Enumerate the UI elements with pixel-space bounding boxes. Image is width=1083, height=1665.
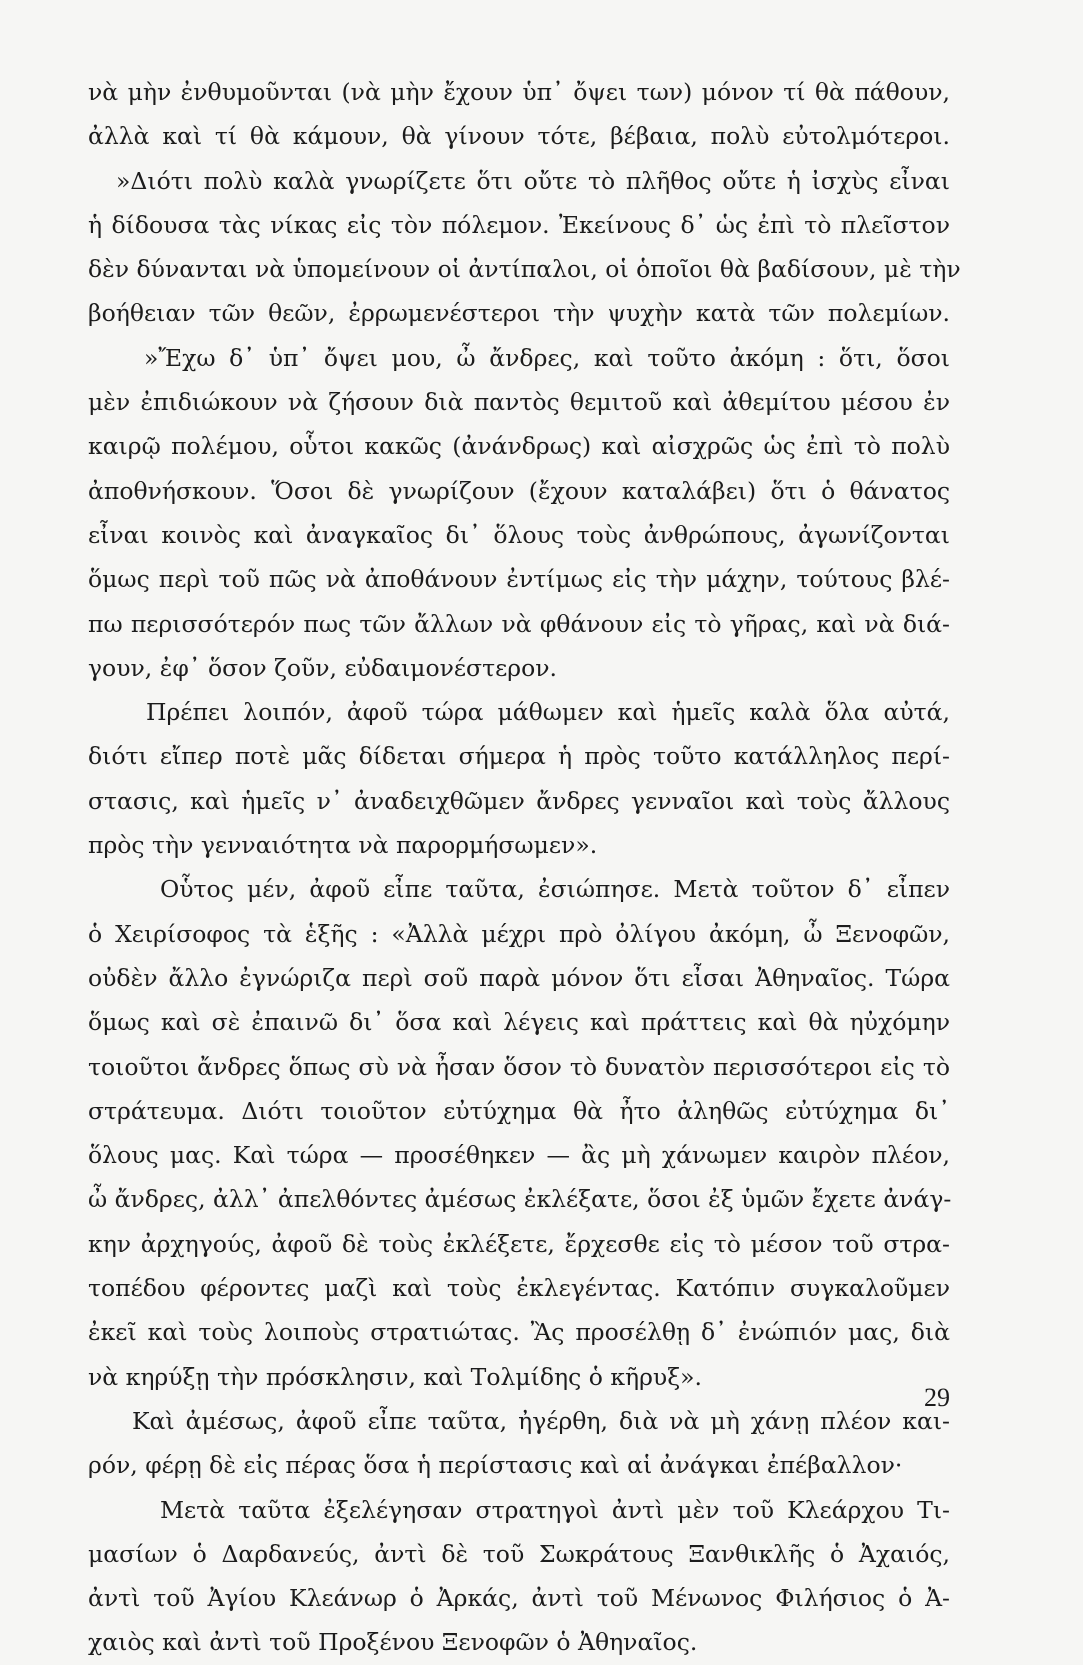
text-line: Πρέπει λοιπόν, ἀφοῦ τώρα μάθωμεν καὶ ἡμεῖς καλὰ ὅλα αὐτά, [146,698,950,727]
text-line: καιρῷ πολέμου, οὗτοι κακῶς (ἀνάνδρως) καὶ αἰσχρῶς ὡς ἐπὶ τὸ πολὺ [88,432,950,461]
text-line: βοήθειαν τῶν θεῶν, ἐρρωμενέστεροι τὴν ψυχὴν κατὰ τῶν πολεμίων. [88,299,950,328]
text-line: Μετὰ ταῦτα ἐξελέγησαν στρατηγοὶ ἀντὶ μὲν τοῦ Κλεάρχου Τι- [160,1495,950,1524]
text-line: ἀλλὰ καὶ τί θὰ κάμουν, θὰ γίνουν τότε, βέβαια, πολὺ εὐτολμότεροι. [88,122,950,151]
text-line: »Διότι πολὺ καλὰ γνωρίζετε ὅτι οὔτε τὸ πλῆθος οὔτε ἡ ἰσχὺς εἶναι [116,166,950,195]
text-line: ὅλους μας. Καὶ τώρα — προσέθηκεν — ἂς μὴ χάνωμεν καιρὸν πλέον, [88,1141,950,1170]
text-line: »Ἔχω δ᾿ ὑπ᾿ ὄψει μου, ὦ ἄνδρες, καὶ τοῦτο ἀκόμη : ὅτι, ὅσοι [144,343,950,372]
text-line: γουν, ἐφ᾿ ὅσον ζοῦν, εὐδαιμονέστερον. [88,653,557,682]
text-line: ὁ Χειρίσοφος τὰ ἑξῆς : «Ἀλλὰ μέχρι πρὸ ὀλίγου ἀκόμη, ὦ Ξενοφῶν, [88,919,950,948]
text-line: οὐδὲν ἄλλο ἐγνώριζα περὶ σοῦ παρὰ μόνον ὅτι εἶσαι Ἀθηναῖος. Τώρα [88,963,950,992]
text-line: πω περισσότερόν πως τῶν ἄλλων νὰ φθάνουν εἰς τὸ γῆρας, καὶ νὰ διά- [88,609,950,638]
text-line: δὲν δύνανται νὰ ὑπομείνουν οἱ ἀντίπαλοι, οἱ ὁποῖοι θὰ βαδίσουν, μὲ τὴν [88,255,961,284]
text-line: ὦ ἄνδρες, ἀλλ᾿ ἀπελθόντες ἀμέσως ἐκλέξατε, ὅσοι ἐξ ὑμῶν ἔχετε ἀνάγ- [88,1185,952,1214]
page-number: 29 [924,1383,950,1412]
text-line: νὰ κηρύξῃ τὴν πρόσκλησιν, καὶ Τολμίδης ὁ κῆρυξ». [88,1362,702,1391]
text-line: ὅμως περὶ τοῦ πῶς νὰ ἀποθάνουν ἐντίμως εἰς τὴν μάχην, τούτους βλέ- [88,565,950,594]
text-line: τοπέδου φέροντες μαζὶ καὶ τοὺς ἐκλεγέντας. Κατόπιν συγκαλοῦμεν [88,1274,950,1303]
text-line: διότι εἴπερ ποτὲ μᾶς δίδεται σήμερα ἡ πρὸς τοῦτο κατάλληλος περί- [88,742,950,771]
text-line: χαιὸς καὶ ἀντὶ τοῦ Προξένου Ξενοφῶν ὁ Ἀθηναῖος. [88,1628,698,1657]
text-line: ἡ δίδουσα τὰς νίκας εἰς τὸν πόλεμον. Ἐκείνους δ᾿ ὡς ἐπὶ τὸ πλεῖστον [88,210,950,239]
text-line: στασις, καὶ ἡμεῖς ν᾿ ἀναδειχθῶμεν ἄνδρες γενναῖοι καὶ τοὺς ἄλλους [88,786,950,815]
text-line: πρὸς τὴν γενναιότητα νὰ παρορμήσωμεν». [88,831,598,860]
text-line: τοιοῦτοι ἄνδρες ὅπως σὺ νὰ ἦσαν ὅσον τὸ δυνατὸν περισσότεροι εἰς τὸ [88,1052,950,1081]
text-line: κην ἀρχηγούς, ἀφοῦ δὲ τοὺς ἐκλέξετε, ἔρχεσθε εἰς τὸ μέσον τοῦ στρα- [88,1229,950,1258]
text-line: ρόν, φέρῃ δὲ εἰς πέρας ὅσα ἡ περίστασις καὶ αἱ ἀνάγκαι ἐπέβαλλον· [88,1451,903,1480]
text-line: νὰ μὴν ἐνθυμοῦνται (νὰ μὴν ἔχουν ὑπ᾿ ὄψει των) μόνον τί θὰ πάθουν, [88,78,950,106]
text-line: μασίων ὁ Δαρδανεύς, ἀντὶ δὲ τοῦ Σωκράτους Ξανθικλῆς ὁ Ἀχαιός, [88,1539,950,1568]
text-line: ἀντὶ τοῦ Ἀγίου Κλεάνωρ ὁ Ἀρκάς, ἀντὶ τοῦ Μένωνος Φιλήσιος ὁ Ἀ- [88,1584,950,1613]
text-line: ἐκεῖ καὶ τοὺς λοιποὺς στρατιώτας. Ἂς προσέλθῃ δ᾿ ἐνώπιόν μας, διὰ [88,1318,950,1347]
text-line: Καὶ ἀμέσως, ἀφοῦ εἶπε ταῦτα, ἠγέρθη, διὰ νὰ μὴ χάνῃ πλέον και- [132,1406,950,1435]
text-line: στράτευμα. Διότι τοιοῦτον εὐτύχημα θὰ ἦτο ἀληθῶς εὐτύχημα δι᾿ [88,1096,950,1125]
body-text [88,70,961,1665]
text-line: Οὗτος μέν, ἀφοῦ εἶπε ταῦτα, ἐσιώπησε. Μετὰ τοῦτον δ᾿ εἶπεν [160,875,950,904]
text-line: εἶναι κοινὸς καὶ ἀναγκαῖος δι᾿ ὅλους τοὺς ἀνθρώπους, ἀγωνίζονται [88,520,950,549]
text-line: ἀποθνήσκουν. Ὅσοι δὲ γνωρίζουν (ἔχουν καταλάβει) ὅτι ὁ θάνατος [88,476,950,505]
text-line: μὲν ἐπιδιώκουν νὰ ζήσουν διὰ παντὸς θεμιτοῦ καὶ ἀθεμίτου μέσου ἐν [88,388,950,417]
text-line: ὅμως καὶ σὲ ἐπαινῶ δι᾿ ὅσα καὶ λέγεις καὶ πράττεις καὶ θὰ ηὐχόμην [88,1008,950,1037]
